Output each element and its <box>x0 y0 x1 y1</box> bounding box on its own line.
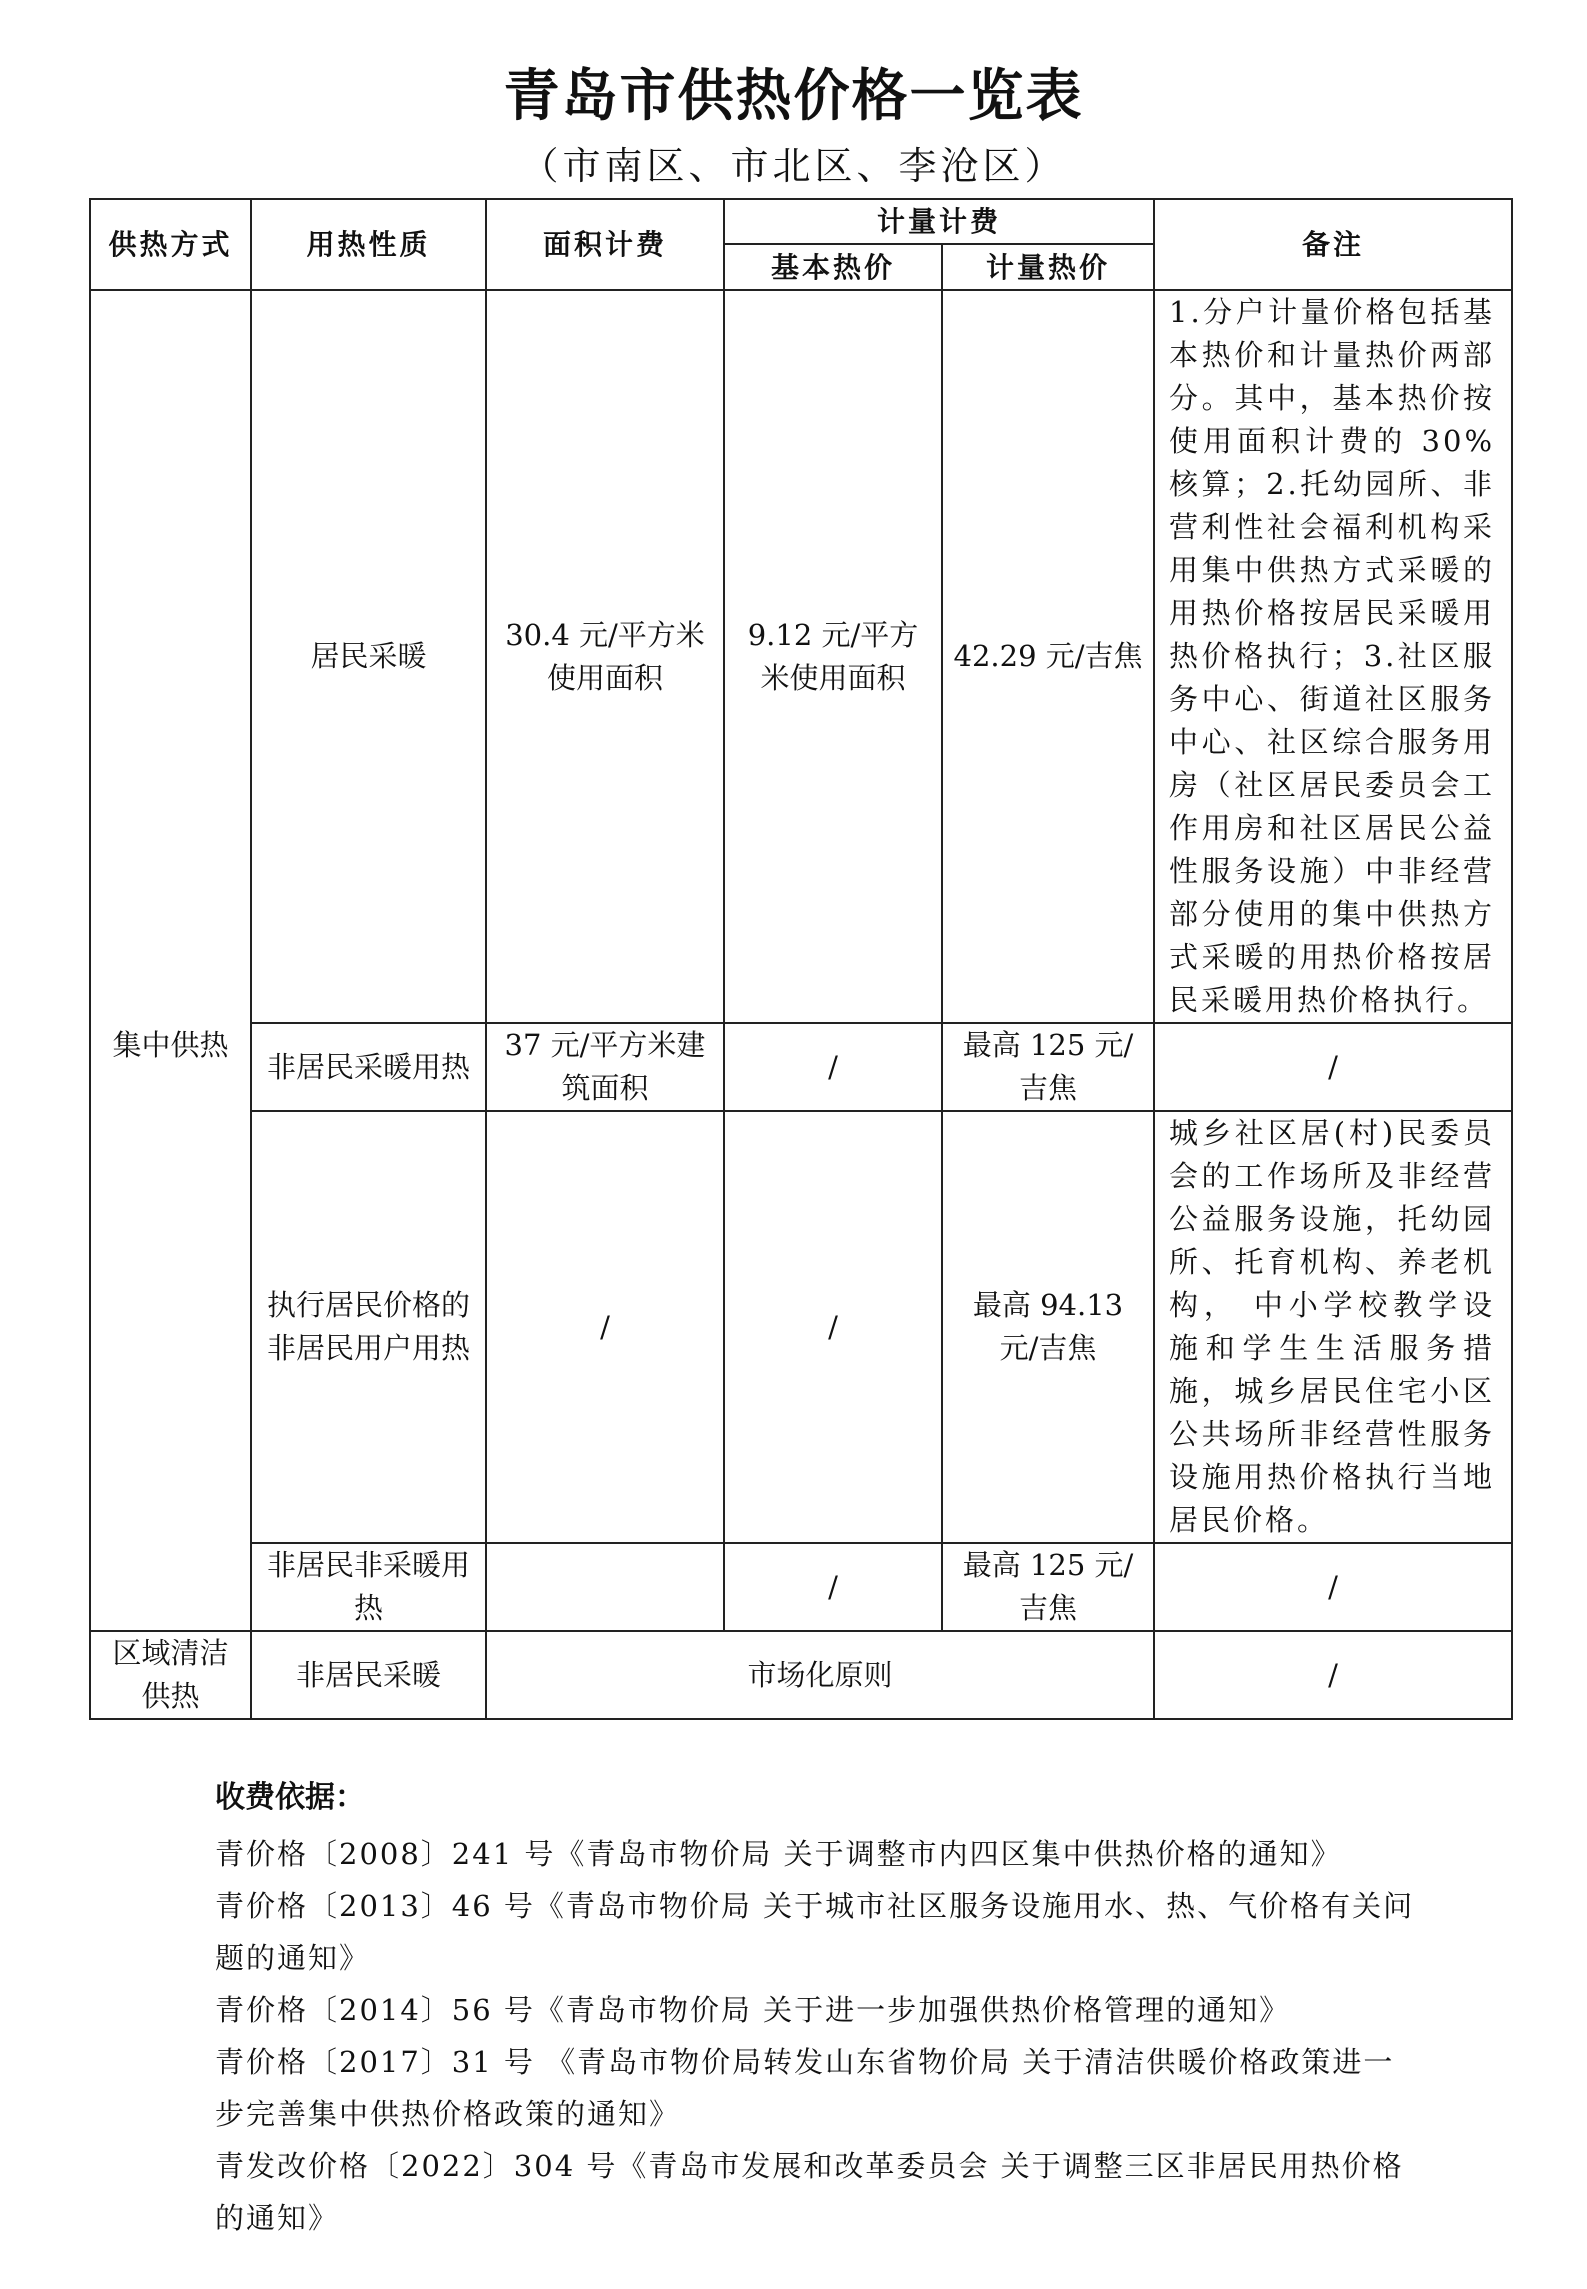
cell-remarks: 城乡社区居(村)民委员会的工作场所及非经营公益服务设施，托幼园所、托育机构、养老机构， 中小学校教学设施和学生生活服务措施，城乡居民住宅小区公共场所非经营性服务设施用热价格执行当地居民价格。 <box>1154 1111 1512 1543</box>
page-title: 青岛市供热价格一览表 <box>503 64 1084 129</box>
header-metered-fee: 计量计费 <box>724 199 1154 244</box>
cell-nature: 居民采暖 <box>251 290 486 1023</box>
basis-item: 青价格〔2017〕31 号 《青岛市物价局转发山东省物价局 关于清洁供暖价格政策进一步完善集中供热价格政策的通知》 <box>215 2045 1395 2131</box>
basis-item: 青价格〔2013〕46 号《青岛市物价局 关于城市社区服务设施用水、热、气价格有关问题的通知》 <box>215 1889 1415 1975</box>
cell-nature: 执行居民价格的非居民用户用热 <box>251 1111 486 1543</box>
heating-price-table <box>89 198 1513 1720</box>
basis-item: 青价格〔2008〕241 号《青岛市物价局 关于调整市内四区集中供热价格的通知》 <box>215 1837 1342 1871</box>
cell-metered-price: 42.29 元/吉焦 <box>942 290 1154 1023</box>
cell-remarks: / <box>1154 1023 1512 1111</box>
header-metered-price: 计量热价 <box>942 244 1154 290</box>
header-method: 供热方式 <box>90 199 251 290</box>
table-row <box>90 1543 1512 1631</box>
cell-nature: 非居民非采暖用热 <box>251 1543 486 1631</box>
cell-metered-price: 最高 94.13 元/吉焦 <box>942 1111 1154 1543</box>
cell-base-price: / <box>724 1111 942 1543</box>
charging-basis-heading: 收费依据： <box>215 1780 365 1815</box>
cell-remarks: 1.分户计量价格包括基本热价和计量热价两部分。其中，基本热价按使用面积计费的 30%核算；2.托幼园所、非营利性社会福利机构采用集中供热方式采暖的用热价格按居民采暖用热价格执行；3.社区服务中心、街道社区服务中心、社区综合服务用房（社区居民委员会工作用房和社区居民公益性服务设施）中非经营部分使用的集中供热方式采暖的用热价格按居民采暖用热价格执行。 <box>1154 290 1512 1023</box>
page-subtitle: （市南区、市北区、李沧区） <box>520 144 1067 188</box>
table-row <box>90 1111 1512 1543</box>
basis-item: 青价格〔2014〕56 号《青岛市物价局 关于进一步加强供热价格管理的通知》 <box>215 1993 1291 2027</box>
cell-nature: 非居民采暖 <box>251 1631 486 1719</box>
cell-area-fee: / <box>486 1111 724 1543</box>
cell-metered-price: 最高 125 元/吉焦 <box>942 1543 1154 1631</box>
cell-area-fee: 30.4 元/平方米使用面积 <box>486 290 724 1023</box>
cell-merged-fee: 市场化原则 <box>486 1631 1154 1719</box>
table-row <box>90 1023 1512 1111</box>
cell-method: 集中供热 <box>90 290 251 1631</box>
header-area-fee: 面积计费 <box>486 199 724 290</box>
table-row <box>90 290 1512 1023</box>
cell-base-price: / <box>724 1543 942 1631</box>
charging-basis <box>215 1772 1415 2244</box>
cell-base-price: 9.12 元/平方米使用面积 <box>724 290 942 1023</box>
cell-remarks: / <box>1154 1631 1512 1719</box>
cell-base-price: / <box>724 1023 942 1111</box>
cell-area-fee: 37 元/平方米建筑面积 <box>486 1023 724 1111</box>
table-row <box>90 1631 1512 1719</box>
header-base-price: 基本热价 <box>724 244 942 290</box>
cell-area-fee <box>486 1543 724 1631</box>
header-remarks: 备注 <box>1154 199 1512 290</box>
cell-remarks: / <box>1154 1543 1512 1631</box>
cell-metered-price: 最高 125 元/吉焦 <box>942 1023 1154 1111</box>
cell-method: 区域清洁供热 <box>90 1631 251 1719</box>
header-nature: 用热性质 <box>251 199 486 290</box>
cell-nature: 非居民采暖用热 <box>251 1023 486 1111</box>
basis-item: 青发改价格〔2022〕304 号《青岛市发展和改革委员会 关于调整三区非居民用热价格的通知》 <box>215 2149 1404 2235</box>
